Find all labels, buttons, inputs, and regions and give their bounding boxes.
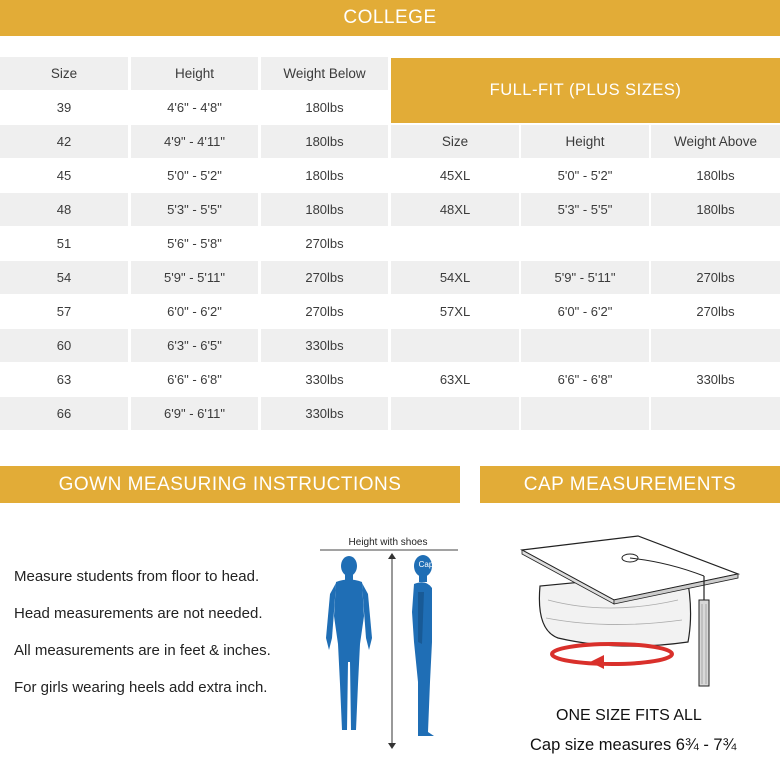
college-table-cell: 5'3" - 5'5"	[131, 193, 258, 226]
fullfit-table-cell: 57XL	[439, 304, 471, 319]
college-header-cell: Weight Below	[261, 57, 388, 90]
college-table-cell: 5'9" - 5'11"	[131, 261, 258, 294]
one-size-fits-all: ONE SIZE FITS ALL	[556, 707, 702, 724]
college-header-cell: Height	[131, 57, 258, 90]
fullfit-table-cell: 330lbs	[696, 372, 735, 387]
fullfit-table-cell: 180lbs	[696, 168, 735, 183]
college-table-cell: 6'6" - 6'8"	[167, 372, 222, 387]
fullfit-table-cell: 5'9" - 5'11"	[521, 261, 649, 294]
instruction-line: Measure students from floor to head.	[14, 568, 260, 585]
college-table-cell: 270lbs	[305, 236, 344, 251]
college-table-cell: 270lbs	[305, 304, 344, 319]
college-table-cell: 6'0" - 6'2"	[167, 304, 222, 319]
college-table-cell: 63	[56, 372, 72, 387]
college-table-cell: 180lbs	[305, 168, 344, 183]
college-banner: COLLEGE	[0, 0, 780, 36]
fullfit-table-cell	[391, 227, 519, 260]
fullfit-table-cell	[391, 397, 519, 430]
fullfit-table-cell: 45XL	[439, 168, 471, 183]
fullfit-table-cell: 48XL	[391, 193, 519, 226]
gown-instructions-banner: GOWN MEASURING INSTRUCTIONS	[0, 466, 460, 503]
college-table-cell: 42	[0, 125, 128, 158]
cap-measurements-banner: CAP MEASUREMENTS	[480, 466, 780, 503]
fullfit-header-cell: Weight Above	[651, 125, 780, 158]
college-table-cell: 60	[0, 329, 128, 362]
college-table-cell: 180lbs	[261, 193, 388, 226]
college-header-cell: Size	[0, 57, 128, 90]
college-table-cell: 39	[56, 100, 72, 115]
fullfit-table-cell: 270lbs	[651, 261, 780, 294]
college-table-cell: 51	[56, 236, 72, 251]
fullfit-table-cell	[521, 329, 649, 362]
fullfit-table-cell: 5'0" - 5'2"	[557, 168, 613, 183]
instruction-line: For girls wearing heels add extra inch.	[14, 679, 268, 696]
fullfit-table-cell: 180lbs	[651, 193, 780, 226]
college-table-cell: 5'6" - 5'8"	[167, 236, 222, 251]
college-table-cell: 4'9" - 4'11"	[131, 125, 258, 158]
college-table-cell: 180lbs	[305, 100, 344, 115]
fullfit-table-cell	[521, 397, 649, 430]
height-with-shoes-label: Height with shoes	[348, 537, 428, 548]
fullfit-table-cell: 270lbs	[696, 304, 735, 319]
cap-label: Cap	[418, 560, 434, 569]
college-table-cell: 66	[0, 397, 128, 430]
side-body-silhouette-icon	[412, 555, 434, 736]
fullfit-table-cell	[391, 329, 519, 362]
college-table-cell: 270lbs	[261, 261, 388, 294]
college-table-cell: 54	[0, 261, 128, 294]
fullfit-table-cell	[521, 227, 649, 260]
college-table-cell: 330lbs	[305, 372, 344, 387]
fullfit-table-cell: 6'0" - 6'2"	[557, 304, 613, 319]
fullfit-table-cell: 54XL	[391, 261, 519, 294]
college-table-cell: 180lbs	[261, 125, 388, 158]
college-table-cell: 5'0" - 5'2"	[167, 168, 222, 183]
fullfit-banner: FULL-FIT (PLUS SIZES)	[391, 58, 780, 123]
college-table-cell: 57	[56, 304, 72, 319]
fullfit-table-cell	[651, 227, 780, 260]
fullfit-header-cell: Height	[521, 125, 649, 158]
college-table-cell: 45	[56, 168, 72, 183]
fullfit-table-cell	[651, 329, 780, 362]
cap-size-range: Cap size measures 6¾ - 7¾	[530, 736, 737, 754]
head-circumference-arrow	[552, 644, 672, 664]
fullfit-table-cell: 5'3" - 5'5"	[521, 193, 649, 226]
fullfit-table-cell: 6'6" - 6'8"	[557, 372, 613, 387]
college-table-cell: 6'9" - 6'11"	[131, 397, 258, 430]
instruction-line: All measurements are in feet & inches.	[14, 642, 271, 659]
fullfit-table-cell	[651, 397, 780, 430]
college-table-cell: 330lbs	[261, 397, 388, 430]
front-body-silhouette-icon	[326, 556, 372, 730]
college-table-cell: 4'6" - 4'8"	[167, 100, 222, 115]
body-measurement-figure	[318, 532, 460, 754]
college-table-cell: 6'3" - 6'5"	[131, 329, 258, 362]
college-table-cell: 330lbs	[261, 329, 388, 362]
graduation-cap-icon	[518, 530, 774, 696]
fullfit-table-cell: 63XL	[439, 372, 471, 387]
fullfit-header-cell: Size	[391, 125, 519, 158]
instruction-line: Head measurements are not needed.	[14, 605, 263, 622]
college-table-cell: 48	[0, 193, 128, 226]
